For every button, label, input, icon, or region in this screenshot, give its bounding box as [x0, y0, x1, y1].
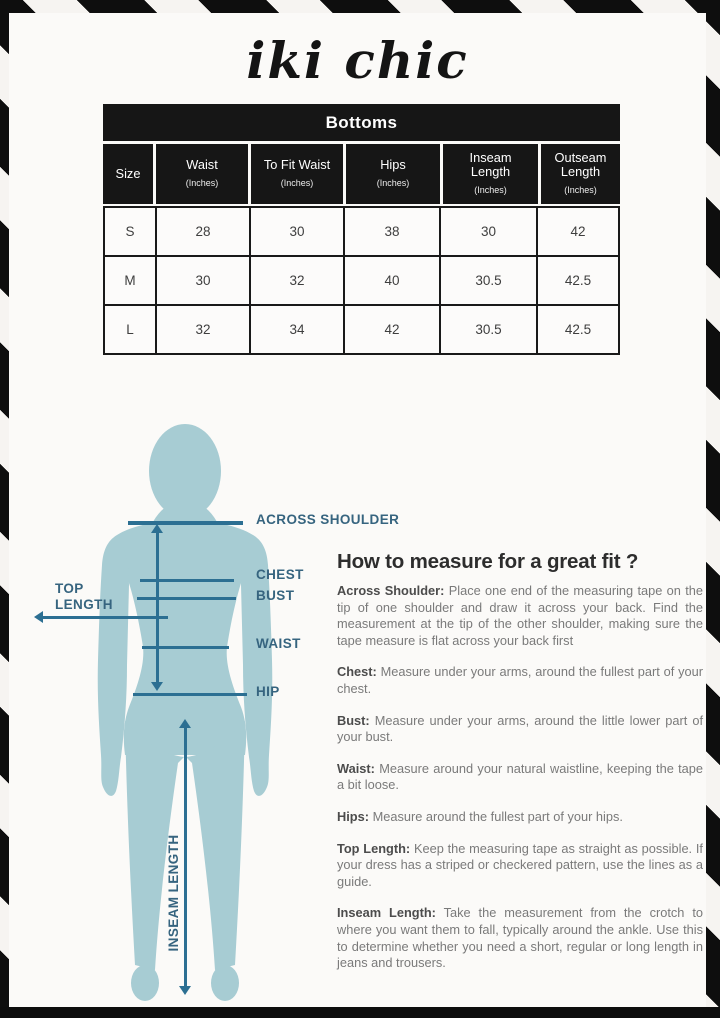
- inseam-arrow-up-icon: [179, 719, 191, 728]
- guide-item-top-length: Top Length: Keep the measuring tape as straight as possible. If your dress has a striped or checkered pattern, use the lines as a guide.: [337, 840, 703, 889]
- shoulder-line: [128, 521, 243, 525]
- column-header-to-fit-waist: To Fit Waist (Inches): [251, 144, 343, 204]
- table-row-l-size: L: [105, 306, 155, 353]
- guide-item-across-shoulder: Across Shoulder: Place one end of the measuring tape on the tip of one shoulder and draw it across your back. Find the measurement at the tip of the other shoulder, making sure the tape measure is flat across your back first: [337, 583, 704, 648]
- label-chest: CHEST: [256, 567, 304, 582]
- table-row-s-outseam: 42: [538, 208, 618, 255]
- table-row-s-inseam: 30: [441, 208, 536, 255]
- label-across-shoulder: ACROSS SHOULDER: [256, 512, 400, 527]
- table-row-l-tofitwaist: 34: [251, 306, 343, 353]
- chest-line: [140, 579, 234, 582]
- guide-item-chest: Chest: Measure under your arms, around the fullest part of your chest.: [337, 664, 703, 696]
- table-row-m-outseam: 42.5: [538, 257, 618, 304]
- label-top-length: TOP LENGTH: [55, 581, 113, 612]
- table-title: Bottoms: [103, 104, 620, 141]
- table-row-m-waist: 30: [157, 257, 249, 304]
- table-row-m-tofitwaist: 32: [251, 257, 343, 304]
- table-row-s-tofitwaist: 30: [251, 208, 343, 255]
- table-row-m-size: M: [105, 257, 155, 304]
- brand-logo: iki chic: [246, 31, 469, 90]
- table-row-l-inseam: 30.5: [441, 306, 536, 353]
- column-header-waist: Waist (Inches): [156, 144, 248, 204]
- bust-line: [137, 597, 236, 600]
- table-row-s-hips: 38: [345, 208, 439, 255]
- table-body: [103, 206, 620, 355]
- table-row-m-hips: 40: [345, 257, 439, 304]
- label-bust: BUST: [256, 588, 295, 603]
- guide-item-bust: Bust: Measure under your arms, around the little lower part of your bust.: [337, 712, 703, 745]
- table-row-s-waist: 28: [157, 208, 249, 255]
- top-length-line: [156, 531, 159, 684]
- label-inseam-length: INSEAM LENGTH: [166, 834, 181, 952]
- label-hip: HIP: [256, 684, 280, 699]
- top-length-pointer-line: [42, 616, 168, 619]
- measuring-guide: [337, 550, 703, 987]
- guide-item-hips: Hips: Measure around the fullest part of your hips.: [337, 808, 623, 824]
- size-chart-table: [103, 104, 620, 355]
- top-length-arrow-left-icon: [34, 611, 43, 623]
- inseam-line: [184, 727, 187, 988]
- guide-item-inseam-length: Inseam Length: Take the measurement from the crotch to where you want them to fall, typically around the ankle. Use this to determine whether you need a short, regular or long length in jeans and trousers.: [337, 905, 703, 971]
- table-row-l-outseam: 42.5: [538, 306, 618, 353]
- inseam-arrow-down-icon: [179, 986, 191, 995]
- top-length-arrow-up-icon: [151, 524, 163, 533]
- column-header-hips: Hips (Inches): [346, 144, 440, 204]
- bottom-border-bar: [0, 1007, 720, 1018]
- guide-item-waist: Waist: Measure around your natural waistline, keeping the tape a bit loose.: [337, 760, 704, 793]
- column-header-inseam-length: Inseam Length (Inches): [443, 144, 538, 204]
- table-row-l-hips: 42: [345, 306, 439, 353]
- column-header-outseam-length: Outseam Length (Inches): [541, 144, 620, 204]
- table-row-m-inseam: 30.5: [441, 257, 536, 304]
- table-row-s-size: S: [105, 208, 155, 255]
- table-row-l-waist: 32: [157, 306, 249, 353]
- hip-line: [133, 693, 247, 696]
- column-header-size: Size: [103, 144, 153, 204]
- top-length-arrow-down-icon: [151, 682, 163, 691]
- table-header-row: [103, 144, 620, 204]
- guide-heading: How to measure for a great fit ?: [337, 550, 639, 573]
- label-waist: WAIST: [256, 636, 301, 651]
